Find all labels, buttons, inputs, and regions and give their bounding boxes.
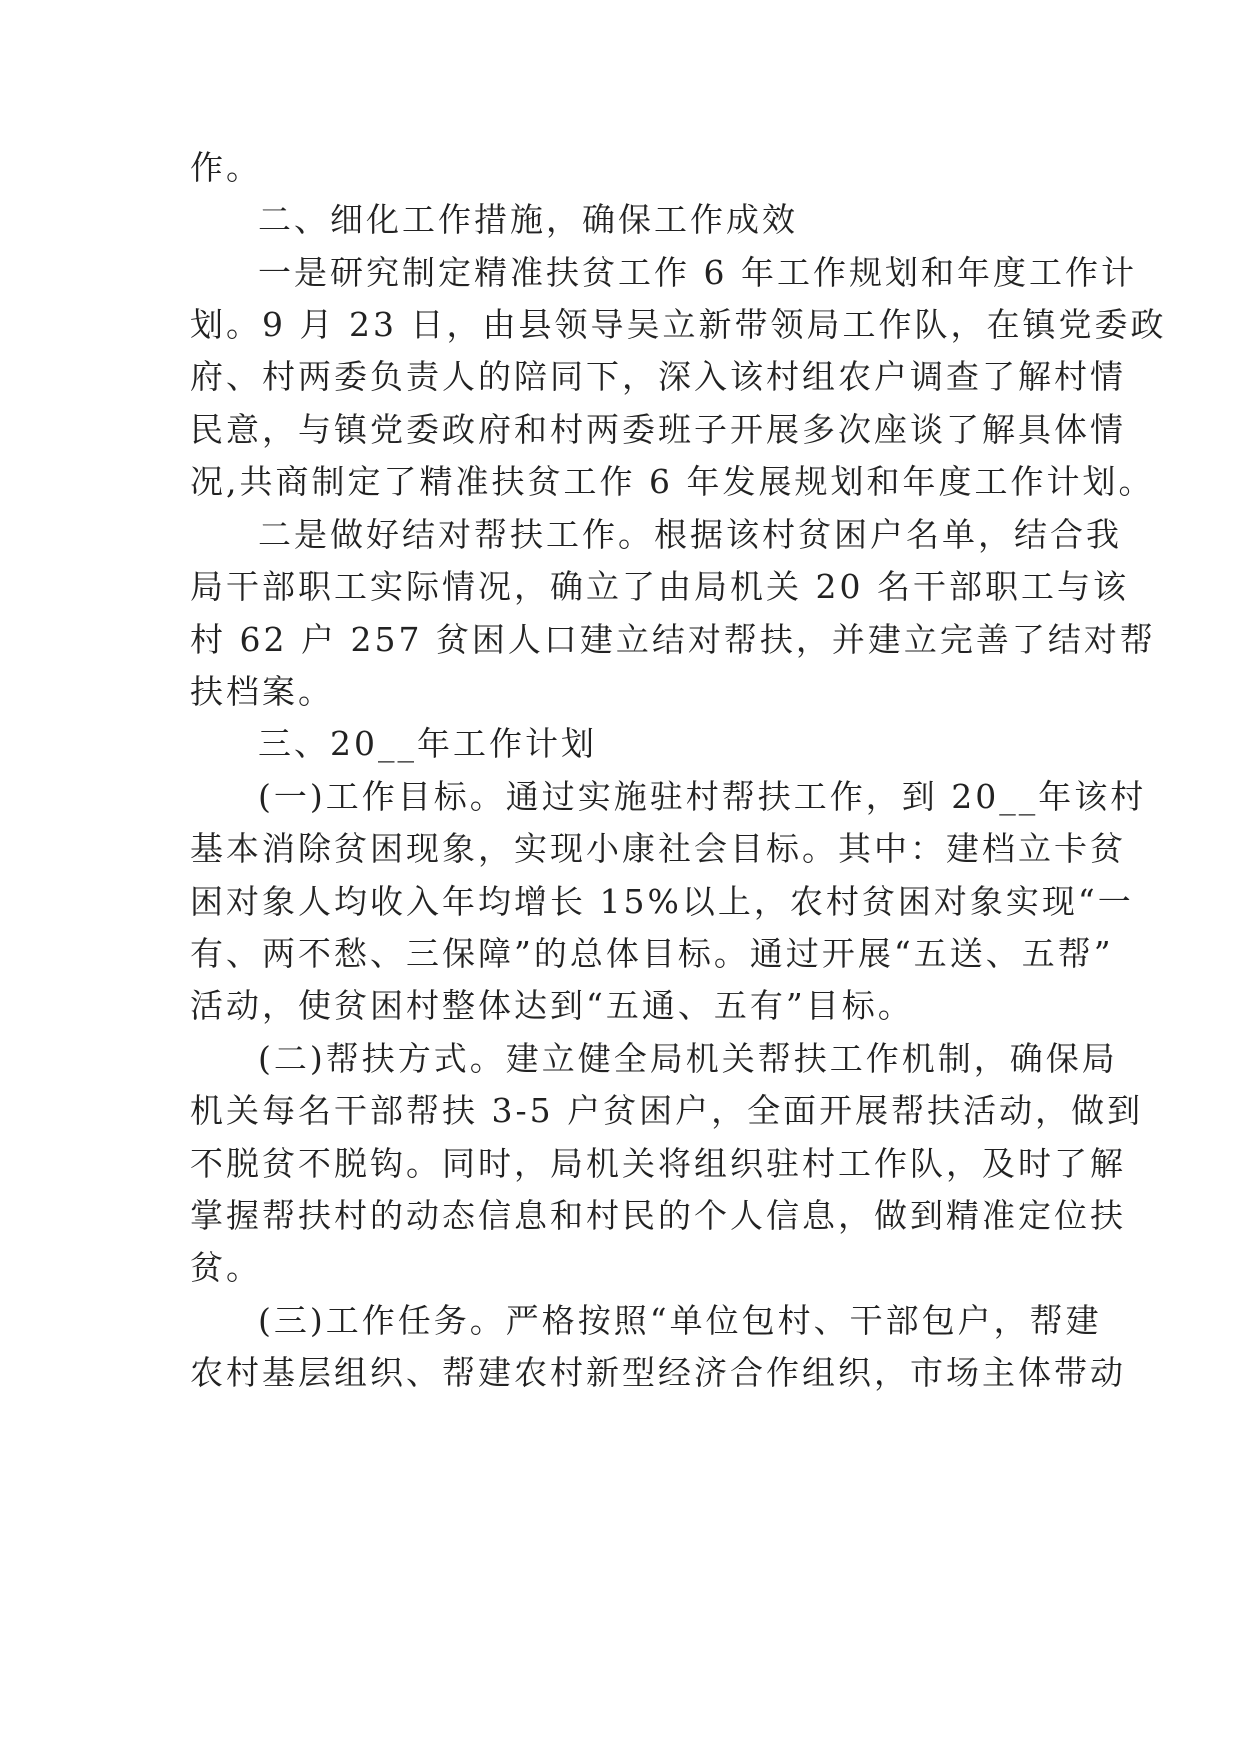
text-line: 扶档案。 (190, 672, 334, 711)
text-line: (三)工作任务。严格按照“单位包村、干部包户，帮建 (258, 1301, 1102, 1340)
text-line: 作。 (190, 148, 262, 187)
text-line: 农村基层组织、帮建农村新型经济合作组织，市场主体带动 (190, 1353, 1126, 1392)
text-line: 掌握帮扶村的动态信息和村民的个人信息，做到精准定位扶 (190, 1196, 1126, 1235)
text-line: 村 62 户 257 贫困人口建立结对帮扶，并建立完善了结对帮 (190, 620, 1156, 659)
text-line: 有、两不愁、三保障”的总体目标。通过开展“五送、五帮” (190, 934, 1114, 973)
text-line: 贫。 (190, 1248, 262, 1287)
text-line: 不脱贫不脱钩。同时，局机关将组织驻村工作队，及时了解 (190, 1144, 1126, 1183)
text-line: 困对象人均收入年均增长 15%以上，农村贫困对象实现“一 (190, 882, 1134, 921)
text-line: 划。9 月 23 日，由县领导吴立新带领局工作队，在镇党委政 (190, 305, 1167, 344)
text-line: 局干部职工实际情况，确立了由局机关 20 名干部职工与该 (190, 567, 1129, 606)
section-heading: 二、细化工作措施，确保工作成效 (258, 200, 798, 239)
text-line: (一)工作目标。通过实施驻村帮扶工作，到 20__年该村 (258, 777, 1147, 816)
text-line: 一是研究制定精准扶贫工作 6 年工作规划和年度工作计 (258, 253, 1137, 292)
text-line: 机关每名干部帮扶 3-5 户贫困户，全面开展帮扶活动，做到 (190, 1091, 1144, 1130)
text-line: 府、村两委负责人的陪同下，深入该村组农户调查了解村情 (190, 357, 1126, 396)
text-line: 民意，与镇党委政府和村两委班子开展多次座谈了解具体情 (190, 410, 1126, 449)
text-line: 基本消除贫困现象，实现小康社会目标。其中：建档立卡贫 (190, 829, 1126, 868)
text-line: 活动，使贫困村整体达到“五通、五有”目标。 (190, 986, 914, 1025)
section-heading: 三、20__年工作计划 (258, 724, 597, 763)
text-line: 二是做好结对帮扶工作。根据该村贫困户名单，结合我 (258, 515, 1122, 554)
text-line: (二)帮扶方式。建立健全局机关帮扶工作机制，确保局 (258, 1039, 1118, 1078)
text-line: 况,共商制定了精准扶贫工作 6 年发展规划和年度工作计划。 (190, 462, 1155, 501)
